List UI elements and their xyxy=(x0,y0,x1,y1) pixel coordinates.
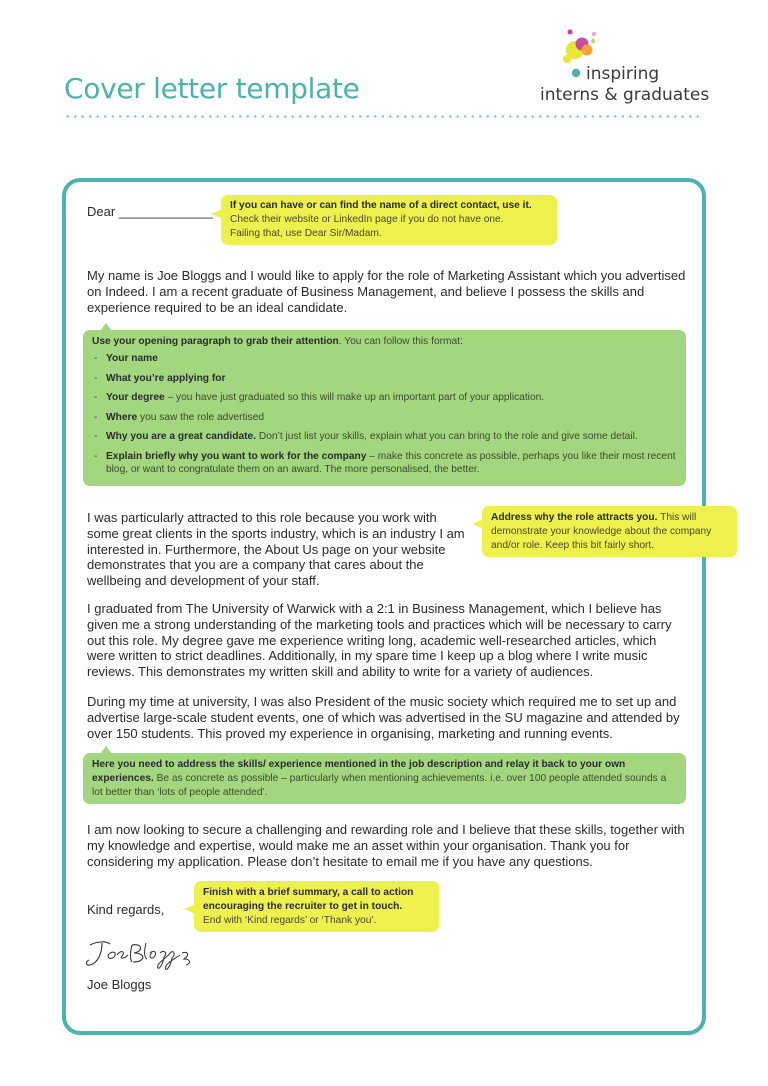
tip-contact-line3: Failing that, use Dear Sir/Madam. xyxy=(230,228,382,239)
letter-paragraph-education: I graduated from The University of Warwick with a 2:1 in Business Management, which I believe has given me a strong understanding of the marketing tools and practices which will be necessary to carry out this role. My degree gave me experience writing long, academic well-researched articles, which were written to strict deadlines. Additionally, in my spare time I keep up a blog where I write music reviews. This demonstrates my written skill and ability to write for a variety of audiences. xyxy=(87,601,672,680)
tip-opening-heading: Use your opening paragraph to grab their attention xyxy=(92,336,339,347)
company-logo xyxy=(536,28,711,108)
tip-finish xyxy=(194,881,439,932)
list-item: - Explain briefly why you want to work for the company – make this concrete as possible, perhaps you like their most recent blog, or want to congratulate them on an award. The more personalised, the better. xyxy=(92,450,677,477)
tip-attracts-heading: Address why the role attracts you. xyxy=(491,512,658,523)
letter-paragraph-attraction: I was particularly attracted to this role because you work with some great clients in the sports industry, which is an industry I am interested in. Furthermore, the About Us page on your website demonstrates that you are a company that cares about the wellbeing and development of your staff. xyxy=(87,510,465,589)
list-item: - Where you saw the role advertised xyxy=(92,411,677,425)
letter-salutation: Dear _____________ xyxy=(87,204,213,219)
tip-opening xyxy=(83,330,686,486)
tip-attracts xyxy=(482,506,737,557)
list-item: - What you’re applying for xyxy=(92,372,677,386)
letter-paragraph-experience: During my time at university, I was also President of the music society which required me to set up and advertise large-scale student events, one of which was advertised in the SU magazine and attended by over 150 students. This proved my experience in organising, marketing and running events. xyxy=(87,694,680,741)
tip-finish-heading: Finish with a brief summary, a call to action encouraging the recruiter to get in touch. xyxy=(203,887,414,912)
letter-closing: Kind regards, xyxy=(87,902,165,917)
letter-paragraph-closing: I am now looking to secure a challenging and rewarding role and I believe that these skills, together with my knowledge and expertise, would make me an asset within your organisation. Thank you for considering my application. Please don’t hesitate to email me if you have any questions. xyxy=(87,822,685,869)
tip-contact-line2: Check their website or LinkedIn page if you do not have one. xyxy=(230,214,504,225)
tip-finish-body: End with ‘Kind regards’ or ‘Thank you’. xyxy=(203,915,377,926)
letter-paragraph-opening: My name is Joe Bloggs and I would like to apply for the role of Marketing Assistant which you advertised on Indeed. I am a recent graduate of Business Management, and believe I possess the skills and experience required to be an ideal candidate. xyxy=(87,268,686,315)
tip-contact-heading: If you can have or can find the name of a direct contact, use it. xyxy=(230,200,532,211)
tip-opening-intro: . You can follow this format: xyxy=(338,336,463,347)
logo-text-interns-graduates: interns & graduates xyxy=(540,85,710,105)
tip-attracts-body: This will demonstrate your knowledge about the company and/or role. Keep this bit fairly short. xyxy=(491,512,712,551)
list-item: - Why you are a great candidate. Don’t just list your skills, explain what you can bring to the role and give some detail. xyxy=(92,430,677,444)
signature-image xyxy=(84,935,199,975)
tip-skills-body: Be as concrete as possible – particularly when mentioning achievements. i.e. over 100 people attended sounds a lot better than ‘lots of people attended’. xyxy=(92,773,667,798)
dotted-divider xyxy=(64,115,704,118)
list-item: - Your degree – you have just graduated so this will make up an important part of your application. xyxy=(92,391,677,405)
page-title: Cover letter template xyxy=(64,72,360,105)
logo-text-inspiring: inspiring xyxy=(586,64,660,84)
list-item: - Your name xyxy=(92,352,677,366)
tip-contact xyxy=(221,195,557,245)
tip-skills-heading: Here you need to address the skills/ experience mentioned in the job description and relay it back to your own experiences. xyxy=(92,759,626,784)
letter-signatory-name: Joe Bloggs xyxy=(87,977,152,992)
tip-skills xyxy=(83,753,686,804)
tip-opening-list xyxy=(92,352,677,477)
